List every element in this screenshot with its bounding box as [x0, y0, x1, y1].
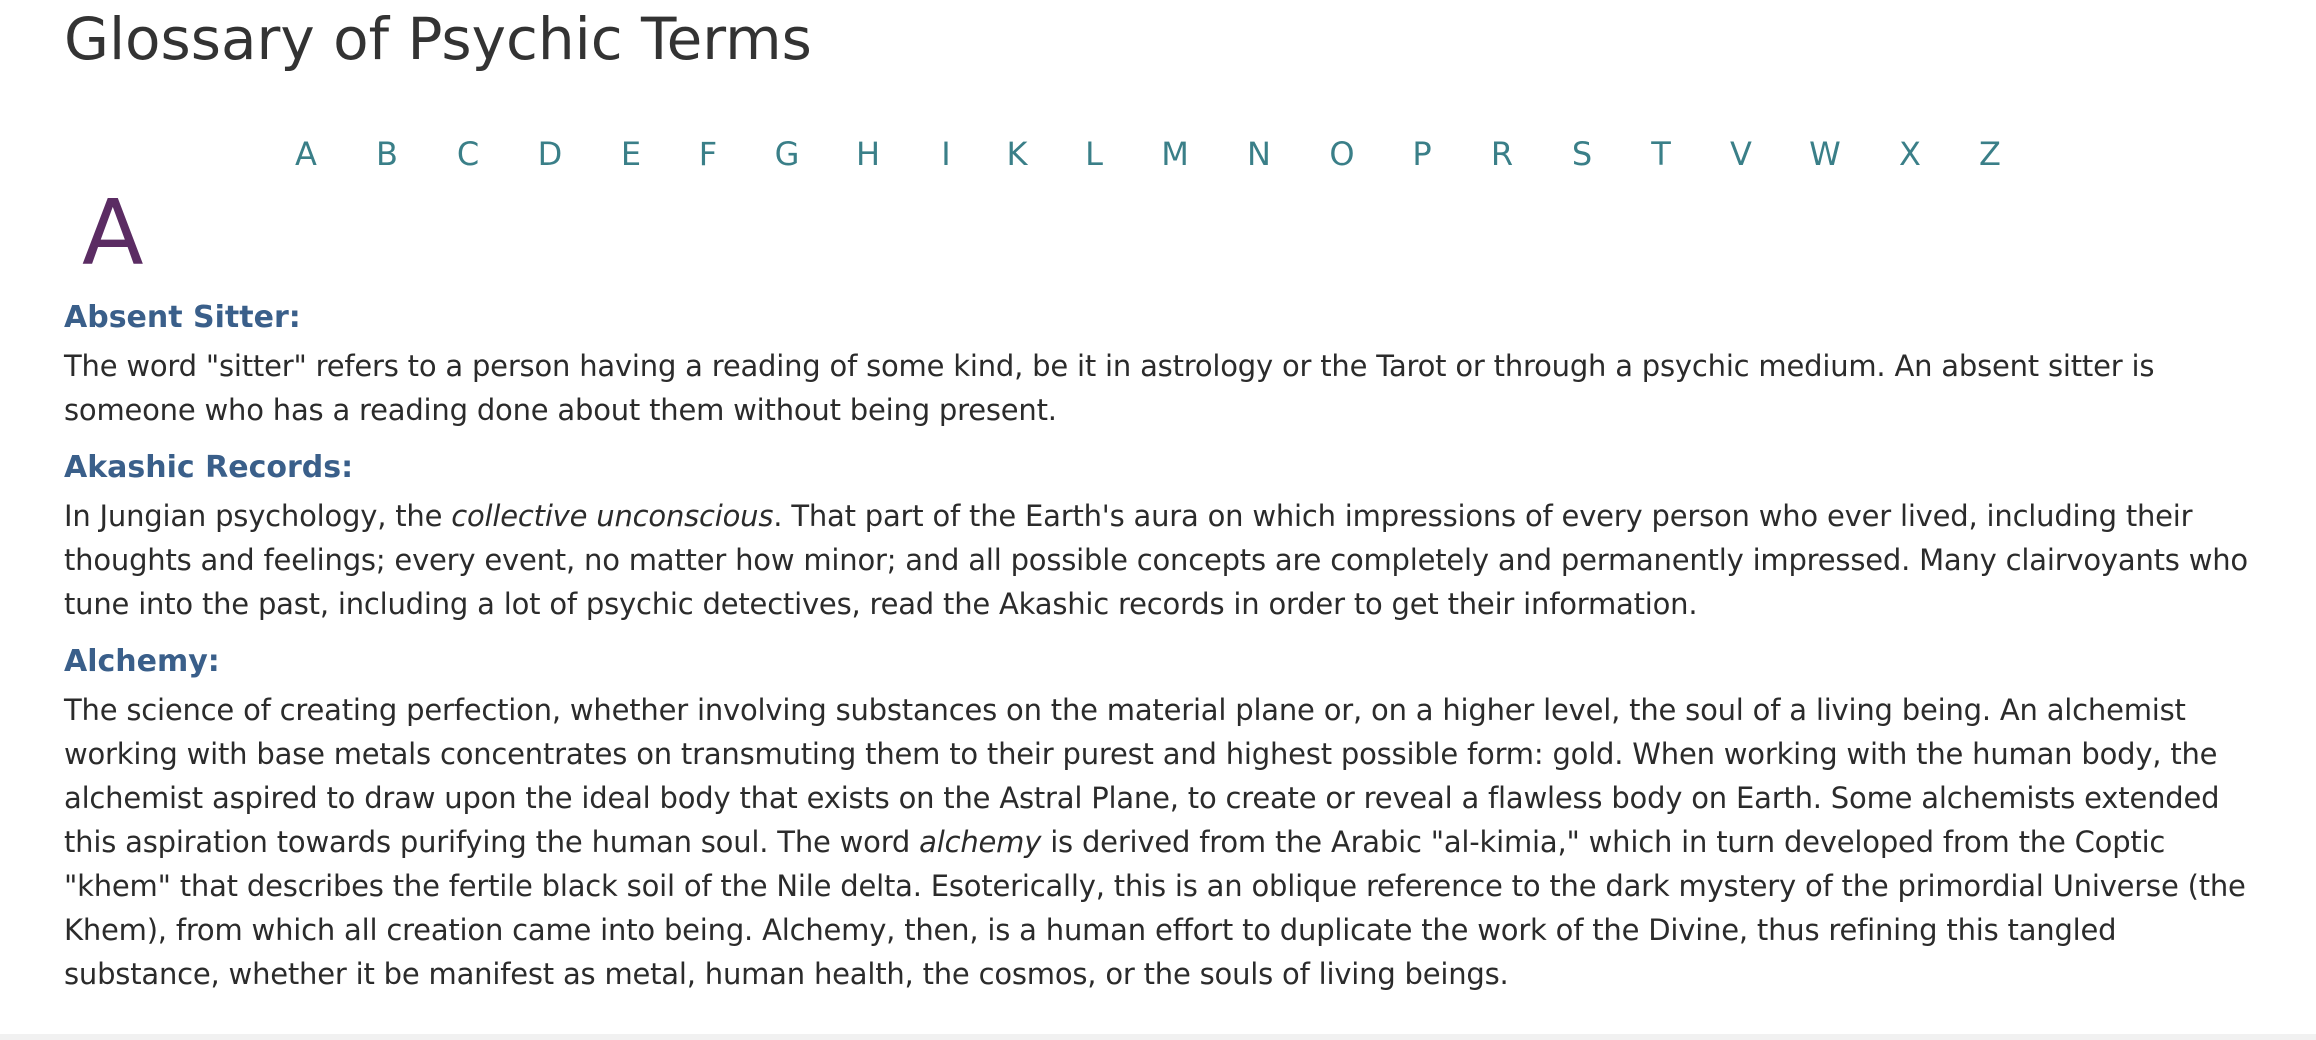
alpha-link-l[interactable]: L	[1085, 135, 1103, 173]
alpha-link-v[interactable]: V	[1730, 135, 1752, 173]
alpha-link-h[interactable]: H	[855, 135, 881, 173]
alpha-link-t[interactable]: T	[1651, 135, 1671, 173]
alpha-link-p[interactable]: P	[1412, 135, 1432, 173]
alpha-link-m[interactable]: M	[1161, 135, 1189, 173]
glossary-entry	[64, 296, 2254, 432]
bottom-divider	[0, 1034, 2316, 1040]
glossary-entry	[64, 446, 2254, 626]
term-definition	[64, 688, 2254, 996]
alpha-link-w[interactable]: W	[1809, 135, 1841, 173]
alpha-link-s[interactable]: S	[1571, 135, 1593, 173]
glossary-entry	[64, 640, 2254, 996]
alpha-link-g[interactable]: G	[774, 135, 800, 173]
alpha-link-f[interactable]: F	[698, 135, 718, 173]
page-title: Glossary of Psychic Terms	[64, 5, 812, 73]
definition-text: The word "sitter" refers to a person having a reading of some kind, be it in astrology or the Tarot or through a psychic medium. An absent sitter is someone who has a reading done about them without being present.	[64, 349, 2155, 427]
definition-text: The science of creating perfection, whether involving substances on the material plane or, on a higher level, the soul of a living being. An alchemist working with base metals concentrates on transmuting them to their purest and highest possible form: gold. When working with the human body, the alchemist aspired to draw upon the ideal body that exists on the Astral Plane, to create or reveal a flawless body on Earth. Some alchemists extended this aspiration towards purifying the human soul. The word	[64, 693, 2220, 859]
term-definition	[64, 344, 2254, 432]
alpha-link-k[interactable]: K	[1006, 135, 1028, 173]
alpha-link-r[interactable]: R	[1490, 135, 1514, 173]
alpha-link-o[interactable]: O	[1329, 135, 1355, 173]
definition-text: In Jungian psychology, the	[64, 499, 452, 533]
definition-text: is derived from the Arabic "al-kimia," which in turn developed from the Coptic "khem" that describes the fertile black soil of the Nile delta. Esoterically, this is an oblique reference to the dark mystery of the primordial Universe (the Khem), from which all creation came into being. Alchemy, then, is a human effort to duplicate the work of the Divine, thus refining this tangled substance, whether it be manifest as metal, human health, the cosmos, or the souls of living beings.	[64, 825, 2246, 991]
alpha-link-x[interactable]: X	[1899, 135, 1921, 173]
definition-text: . That part of the Earth's aura on which impressions of every person who ever lived, including their thoughts and feelings; every event, no matter how minor; and all possible concepts are completely and permanently impressed. Many clairvoyants who tune into the past, including a lot of psychic detectives, read the Akashic records in order to get their information.	[64, 499, 2248, 621]
definition-emphasis: alchemy	[919, 825, 1042, 859]
term-heading: Absent Sitter:	[64, 300, 301, 335]
alphabet-nav	[64, 128, 2001, 184]
alpha-link-d[interactable]: D	[537, 135, 563, 173]
alpha-link-a[interactable]: A	[295, 135, 317, 173]
alpha-link-i[interactable]: I	[941, 135, 951, 173]
term-definition	[64, 494, 2254, 626]
alpha-link-n[interactable]: N	[1247, 135, 1271, 173]
alpha-link-z[interactable]: Z	[1979, 135, 2001, 173]
term-heading: Alchemy:	[64, 644, 220, 679]
alpha-link-b[interactable]: B	[376, 135, 398, 173]
section-letter-heading: A	[82, 181, 144, 286]
glossary-entries	[64, 296, 2254, 1010]
definition-emphasis: collective unconscious	[451, 499, 774, 533]
alpha-link-e[interactable]: E	[620, 135, 642, 173]
alpha-link-c[interactable]: C	[456, 135, 480, 173]
term-heading: Akashic Records:	[64, 450, 354, 485]
glossary-page	[64, 0, 2254, 991]
